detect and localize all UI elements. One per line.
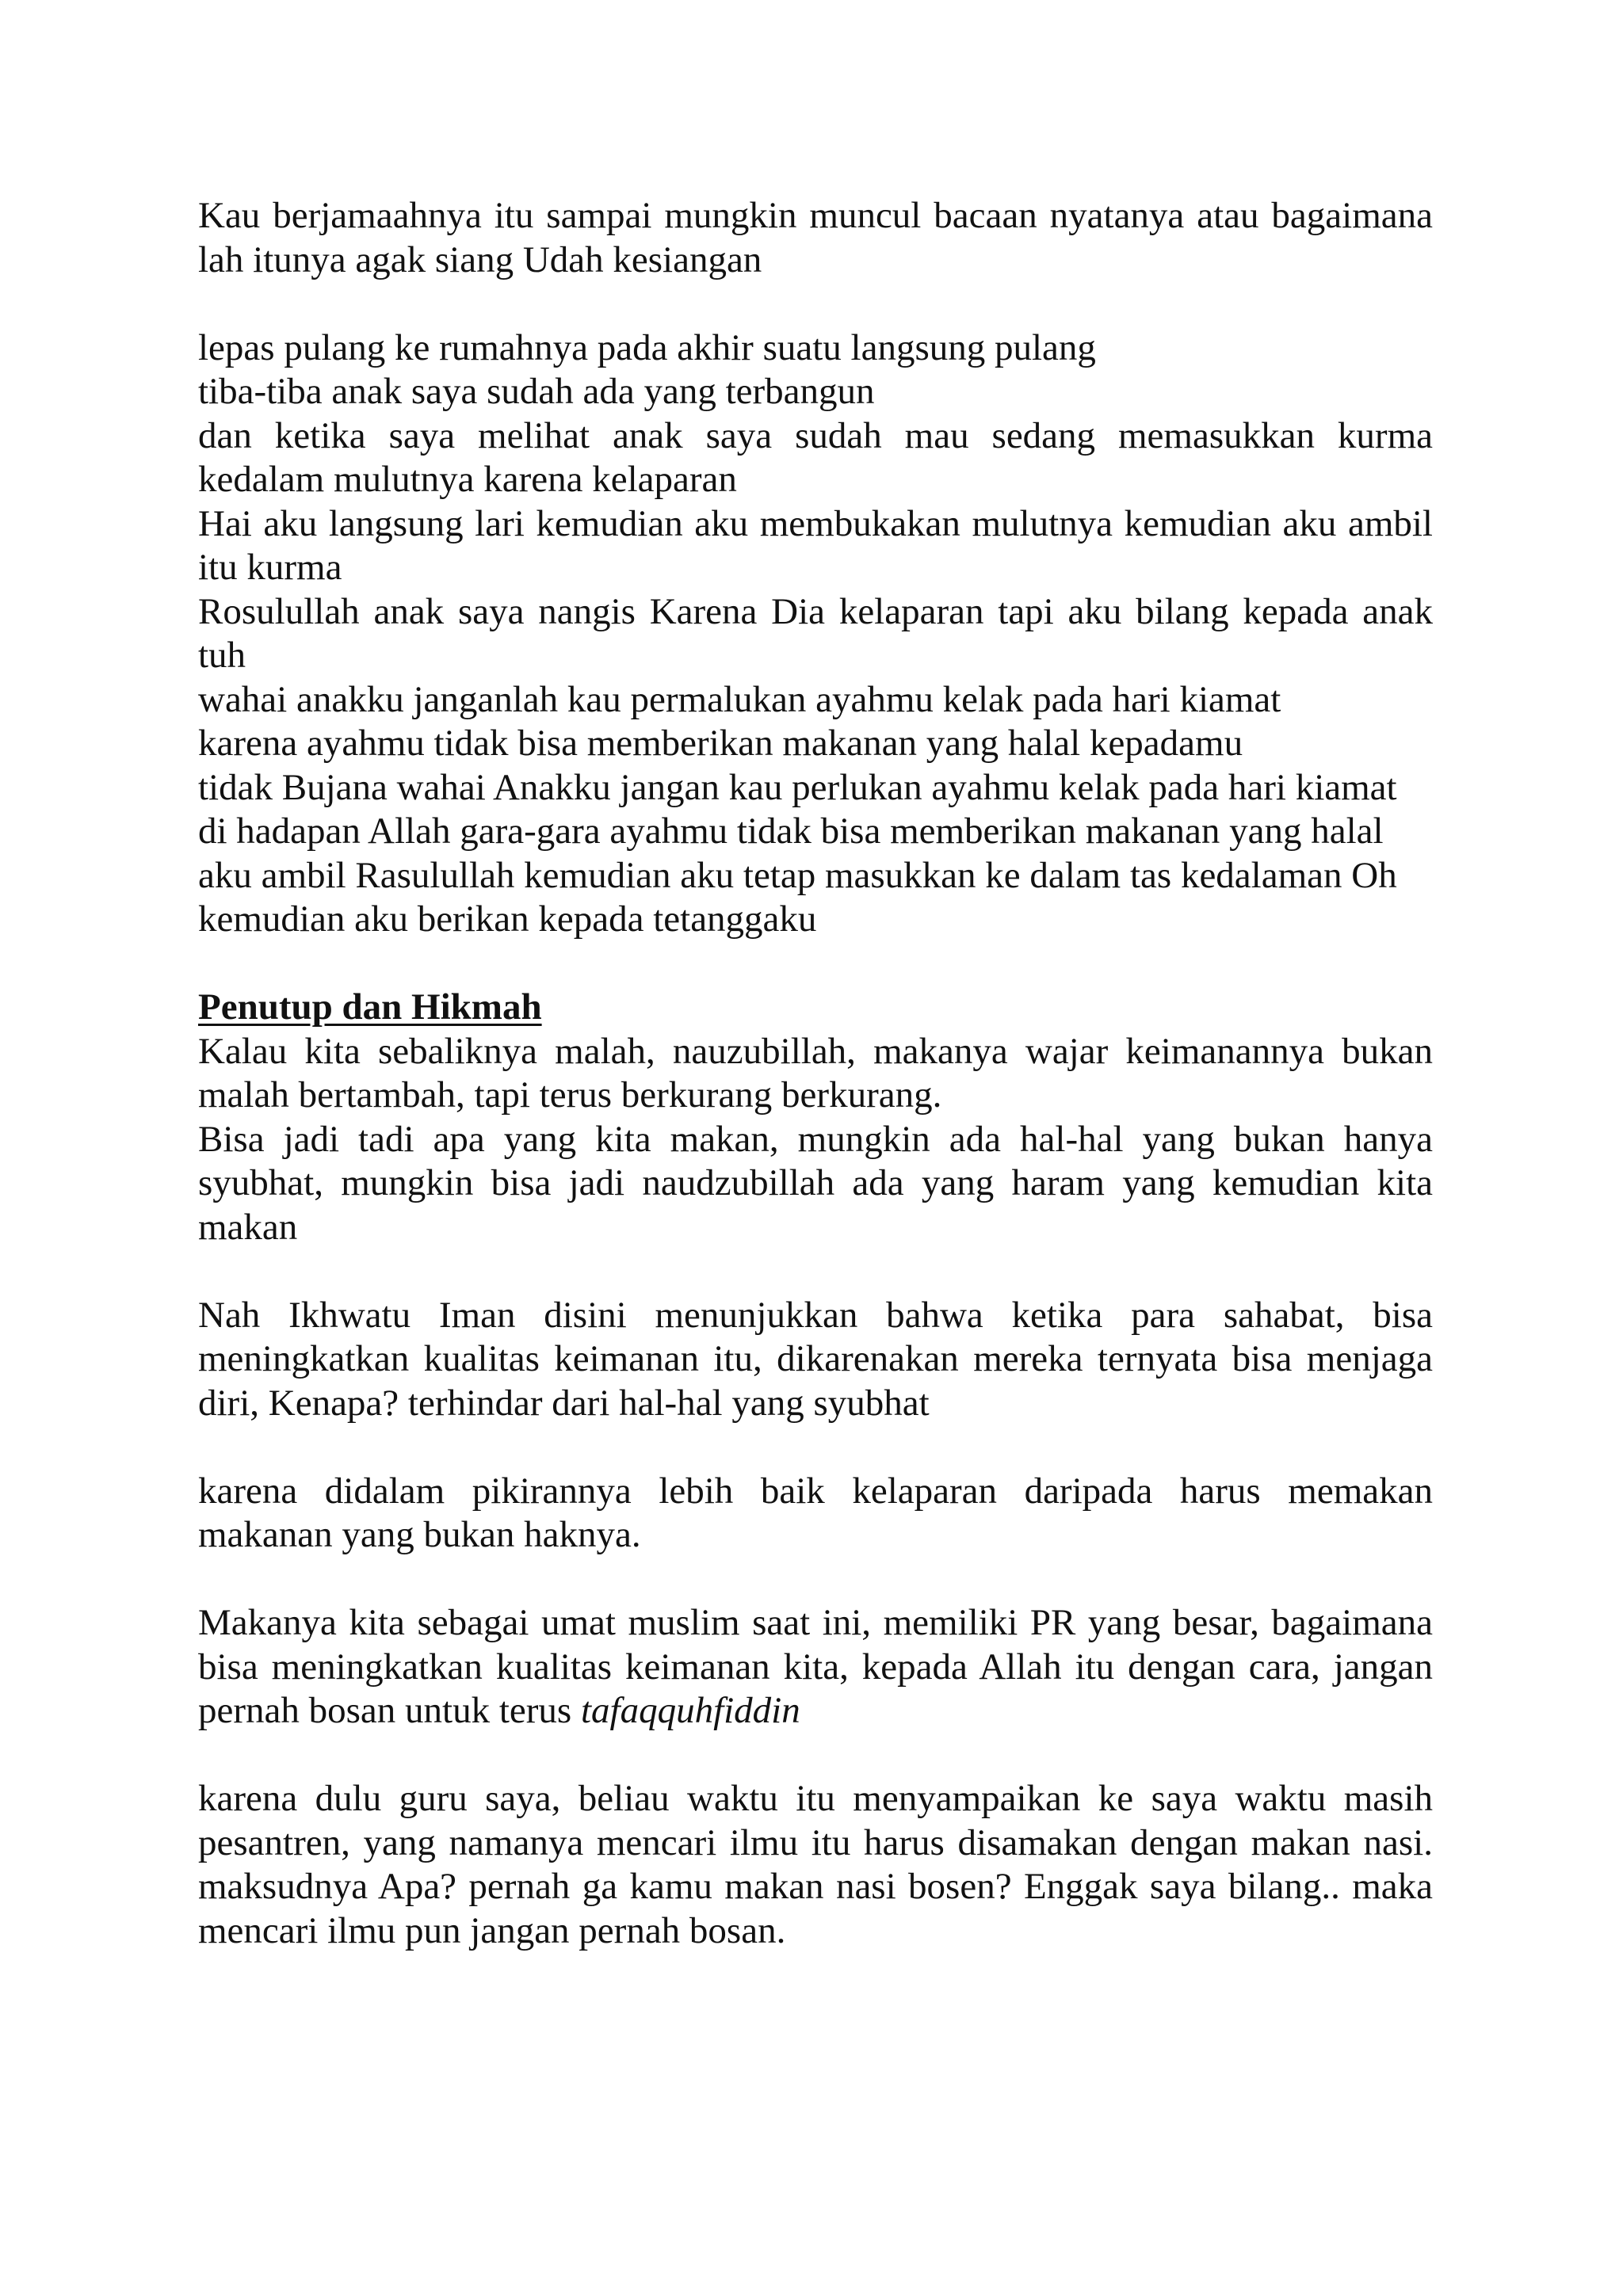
section-penutup bbox=[198, 986, 1433, 1249]
paragraph-kelaparan bbox=[198, 1470, 1433, 1558]
document-page bbox=[198, 194, 1433, 1953]
section-heading: Penutup dan Hikmah bbox=[198, 986, 542, 1028]
text-line: mencari ilmu pun jangan pernah bosan. bbox=[198, 1909, 786, 1951]
paragraph-ikhwatu-iman bbox=[198, 1294, 1433, 1426]
italic-term: tafaqquhfiddin bbox=[580, 1690, 800, 1731]
text-line: kemudian aku berikan kepada tetanggaku bbox=[198, 898, 817, 940]
paragraph-2 bbox=[198, 326, 1433, 942]
text-line: karena dulu guru saya, beliau waktu itu menyampaikan ke saya waktu masih bbox=[198, 1778, 1433, 1819]
text-line: meningkatkan kualitas keimanan itu, dikarenakan mereka ternyata bisa menjaga bbox=[198, 1338, 1433, 1379]
text-line: Kau berjamaahnya itu sampai mungkin muncul bacaan nyatanya atau bagaimana bbox=[198, 195, 1433, 236]
text-line: syubhat, mungkin bisa jadi naudzubillah ada yang haram yang kemudian kita bbox=[198, 1162, 1433, 1203]
text-line: Kalau kita sebaliknya malah, nauzubillah, makanya wajar keimanannya bukan bbox=[198, 1030, 1433, 1072]
text-line: tuh bbox=[198, 635, 246, 676]
paragraph-pr-besar bbox=[198, 1601, 1433, 1733]
text-line: dan ketika saya melihat anak saya sudah mau sedang memasukkan kurma bbox=[198, 414, 1433, 456]
text-line: makan bbox=[198, 1206, 298, 1248]
text-line: tiba-tiba anak saya sudah ada yang terbangun bbox=[198, 371, 875, 412]
text-line: wahai anakku janganlah kau permalukan ayahmu kelak pada hari kiamat bbox=[198, 678, 1281, 720]
text-line: makanan yang bukan haknya. bbox=[198, 1514, 641, 1555]
text-line: maksudnya Apa? pernah ga kamu makan nasi bosen? Enggak saya bilang.. maka bbox=[198, 1866, 1433, 1907]
text-fragment: pernah bosan untuk terus bbox=[198, 1690, 581, 1731]
text-line-mixed bbox=[198, 1689, 1433, 1733]
text-line: Hai aku langsung lari kemudian aku membukakan mulutnya kemudian aku ambil bbox=[198, 502, 1433, 544]
text-line: lah itunya agak siang Udah kesiangan bbox=[198, 238, 762, 280]
text-line: Makanya kita sebagai umat muslim saat ini, memiliki PR yang besar, bagaimana bbox=[198, 1602, 1433, 1643]
paragraph-1 bbox=[198, 194, 1433, 282]
paragraph-guru bbox=[198, 1777, 1433, 1953]
text-line: karena didalam pikirannya lebih baik kelaparan daripada harus memakan bbox=[198, 1470, 1433, 1512]
text-line: karena ayahmu tidak bisa memberikan makanan yang halal kepadamu bbox=[198, 723, 1243, 764]
text-line: di hadapan Allah gara-gara ayahmu tidak bisa memberikan makanan yang halal bbox=[198, 810, 1384, 852]
text-line: kedalam mulutnya karena kelaparan bbox=[198, 459, 737, 500]
text-line: lepas pulang ke rumahnya pada akhir suatu langsung pulang bbox=[198, 326, 1096, 368]
text-line: itu kurma bbox=[198, 547, 342, 588]
text-line: tidak Bujana wahai Anakku jangan kau perlukan ayahmu kelak pada hari kiamat bbox=[198, 766, 1397, 808]
text-line: pesantren, yang namanya mencari ilmu itu harus disamakan dengan makan nasi. bbox=[198, 1821, 1433, 1863]
text-line: Nah Ikhwatu Iman disini menunjukkan bahwa ketika para sahabat, bisa bbox=[198, 1294, 1433, 1336]
text-line: diri, Kenapa? terhindar dari hal-hal yang syubhat bbox=[198, 1382, 930, 1424]
text-line: Rosulullah anak saya nangis Karena Dia kelaparan tapi aku bilang kepada anak bbox=[198, 590, 1433, 632]
text-line: malah bertambah, tapi terus berkurang berkurang. bbox=[198, 1074, 942, 1116]
text-line: aku ambil Rasulullah kemudian aku tetap masukkan ke dalam tas kedalaman Oh bbox=[198, 854, 1397, 896]
text-line: Bisa jadi tadi apa yang kita makan, mungkin ada hal-hal yang bukan hanya bbox=[198, 1118, 1433, 1160]
text-line: bisa meningkatkan kualitas keimanan kita, kepada Allah itu dengan cara, jangan bbox=[198, 1646, 1433, 1688]
